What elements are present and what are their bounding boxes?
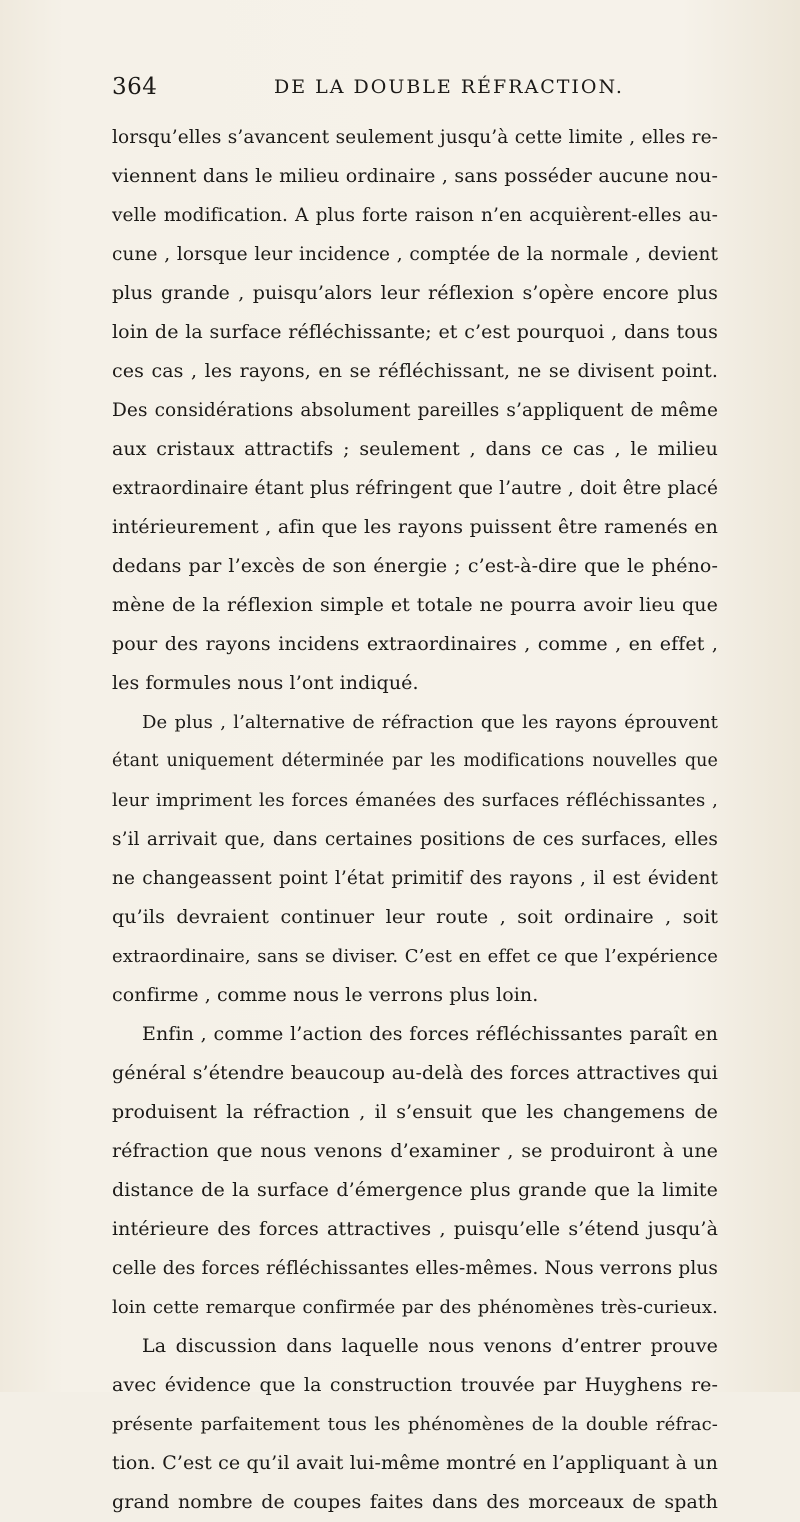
text-line: pour des rayons incidens extraordinaires , comme , en effet , bbox=[112, 633, 718, 655]
text-line: grand nombre de coupes faites dans des morceaux de spath bbox=[112, 1491, 718, 1513]
text-line: étant uniquement déterminée par les modifications nouvelles que bbox=[112, 751, 718, 771]
text-line: distance de la surface d’émergence plus grande que la limite bbox=[112, 1179, 718, 1201]
body-text bbox=[112, 118, 718, 1522]
text-line: avec évidence que la construction trouvée par Huyghens re- bbox=[112, 1374, 718, 1396]
text-line: produisent la réfraction , il s’ensuit que les changemens de bbox=[112, 1101, 718, 1123]
text-line: intérieure des forces attractives , puisqu’elle s’étend jusqu’à bbox=[112, 1218, 718, 1240]
text-line: loin cette remarque confirmée par des phénomènes très-curieux. bbox=[112, 1297, 718, 1318]
text-line: leur impriment les forces émanées des surfaces réfléchissantes , bbox=[112, 790, 718, 811]
paragraph-2 bbox=[112, 703, 718, 1015]
paragraph-4 bbox=[112, 1327, 718, 1522]
text-line: tion. C’est ce qu’il avait lui-même montré en l’appliquant à un bbox=[112, 1452, 718, 1474]
paragraph-1 bbox=[112, 118, 718, 703]
page-header bbox=[112, 74, 712, 114]
text-line: aux cristaux attractifs ; seulement , dans ce cas , le milieu bbox=[112, 438, 718, 460]
text-line: De plus , l’alternative de réfraction que les rayons éprouvent bbox=[142, 712, 718, 733]
text-line: ces cas , les rayons, en se réfléchissant, ne se divisent point. bbox=[112, 360, 718, 382]
text-line: cune , lorsque leur incidence , comptée de la normale , devient bbox=[112, 244, 718, 265]
text-line: intérieurement , afin que les rayons puissent être ramenés en bbox=[112, 516, 718, 538]
text-line: La discussion dans laquelle nous venons d’entrer prouve bbox=[142, 1335, 718, 1357]
text-line: viennent dans le milieu ordinaire , sans posséder aucune nou- bbox=[112, 165, 718, 187]
text-line: présente parfaitement tous les phénomènes de la double réfrac- bbox=[112, 1414, 718, 1435]
text-line: dedans par l’excès de son énergie ; c’est-à-dire que le phéno- bbox=[112, 555, 718, 577]
paragraph-3 bbox=[112, 1015, 718, 1327]
text-line: extraordinaire étant plus réfringent que l’autre , doit être placé bbox=[112, 478, 718, 499]
text-line: Enfin , comme l’action des forces réfléchissantes paraît en bbox=[142, 1023, 718, 1045]
text-line: plus grande , puisqu’alors leur réflexion s’opère encore plus bbox=[112, 282, 718, 304]
text-line: réfraction que nous venons d’examiner , se produiront à une bbox=[112, 1140, 718, 1162]
text-line: qu’ils devraient continuer leur route , soit ordinaire , soit bbox=[112, 906, 718, 928]
text-line: lorsqu’elles s’avancent seulement jusqu’à cette limite , elles re- bbox=[112, 127, 718, 148]
text-line: confirme , comme nous le verrons plus loin. bbox=[112, 984, 539, 1006]
text-line: celle des forces réfléchissantes elles-mêmes. Nous verrons plus bbox=[112, 1258, 718, 1279]
text-line: velle modification. A plus forte raison n’en acquièrent-elles au- bbox=[112, 205, 718, 226]
text-line: mène de la réflexion simple et totale ne pourra avoir lieu que bbox=[112, 594, 718, 616]
text-line: extraordinaire, sans se diviser. C’est en effet ce que l’expérience bbox=[112, 946, 718, 967]
page-number: 364 bbox=[112, 74, 158, 100]
text-line: s’il arrivait que, dans certaines positions de ces surfaces, elles bbox=[112, 829, 718, 850]
running-title: DE LA DOUBLE RÉFRACTION. bbox=[274, 76, 624, 98]
text-line: ne changeassent point l’état primitif des rayons , il est évident bbox=[112, 868, 718, 889]
text-line: les formules nous l’ont indiqué. bbox=[112, 672, 419, 694]
text-line: général s’étendre beaucoup au-delà des forces attractives qui bbox=[112, 1062, 718, 1084]
text-line: Des considérations absolument pareilles s’appliquent de même bbox=[112, 400, 718, 421]
text-line: loin de la surface réfléchissante; et c’est pourquoi , dans tous bbox=[112, 321, 718, 343]
